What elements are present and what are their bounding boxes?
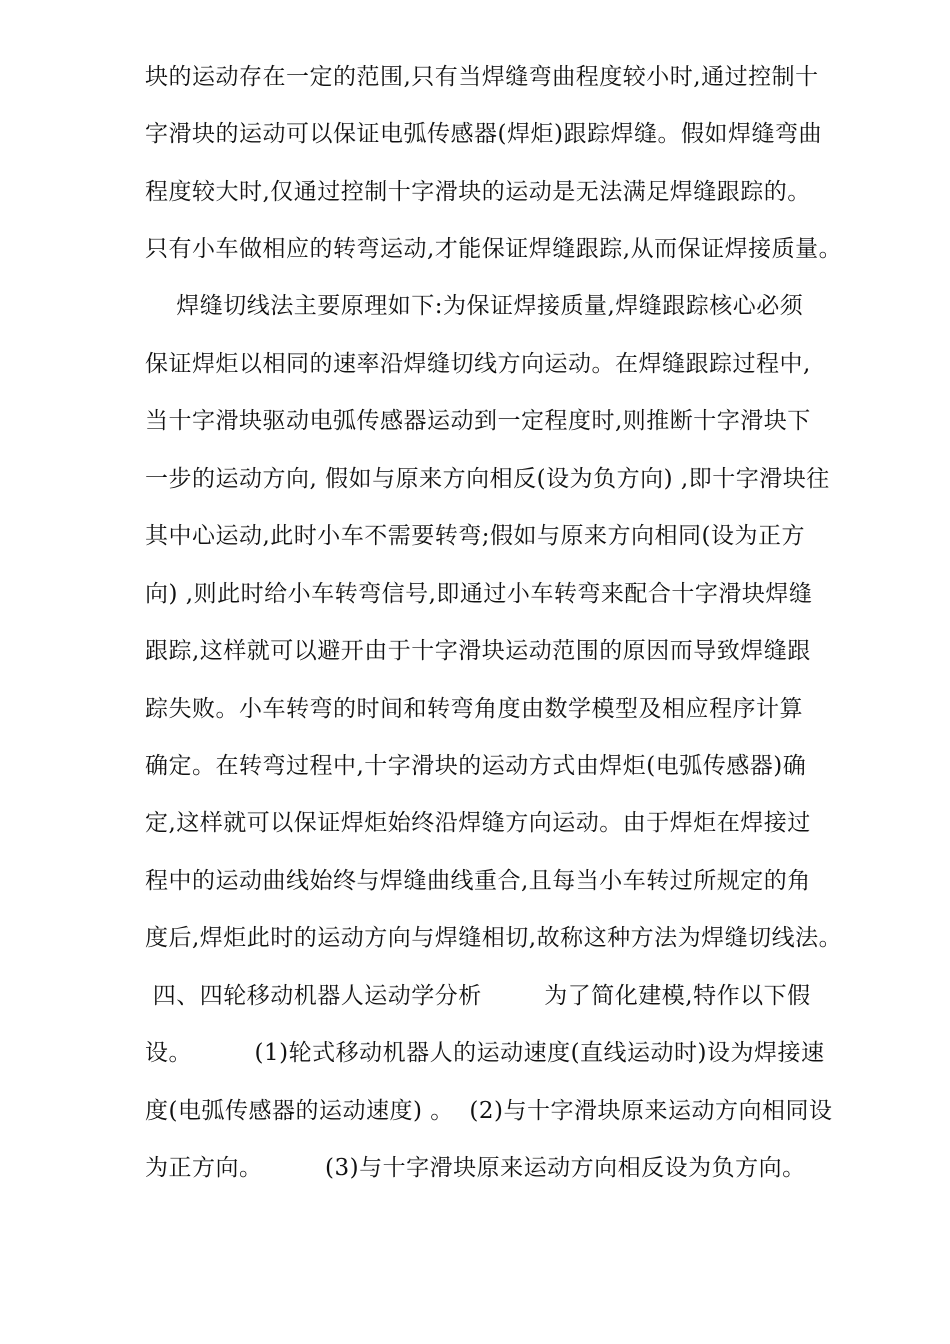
section-heading-line: 四、四轮移动机器人运动学分析 为了简化建模,特作以下假 (145, 983, 811, 1009)
text-line: 度后,焊炬此时的运动方向与焊缝相切,故称这种方法为焊缝切线法。 (145, 925, 843, 951)
text-line: 确定。在转弯过程中,十字滑块的运动方式由焊炬(电弧传感器)确 (145, 753, 807, 779)
text-line: 程度较大时,仅通过控制十字滑块的运动是无法满足焊缝跟踪的。 (145, 179, 811, 205)
text-line: 度(电弧传感器的运动速度) 。 (2)与十字滑块原来运动方向相同设 (145, 1098, 833, 1124)
text-line: 一步的运动方向, 假如与原来方向相反(设为负方向) ,即十字滑块往 (145, 466, 830, 492)
text-line: 字滑块的运动可以保证电弧传感器(焊炬)跟踪焊缝。假如焊缝弯曲 (145, 121, 822, 147)
text-line: 踪失败。小车转弯的时间和转弯角度由数学模型及相应程序计算 (145, 696, 803, 722)
text-line: 保证焊炬以相同的速率沿焊缝切线方向运动。在焊缝跟踪过程中, (145, 351, 811, 377)
paragraph-start-line: 焊缝切线法主要原理如下:为保证焊接质量,焊缝跟踪核心必须 (145, 293, 804, 319)
text-line: 块的运动存在一定的范围,只有当焊缝弯曲程度较小时,通过控制十 (145, 64, 819, 90)
text-line: 当十字滑块驱动电弧传感器运动到一定程度时,则推断十字滑块下 (145, 408, 811, 434)
text-line: 定,这样就可以保证焊炬始终沿焊缝方向运动。由于焊炬在焊接过 (145, 810, 811, 836)
text-line: 设。 (1)轮式移动机器人的运动速度(直线运动时)设为焊接速 (145, 1040, 825, 1066)
text-line: 为正方向。 (3)与十字滑块原来运动方向相反设为负方向。 (145, 1155, 806, 1181)
text-line: 向) ,则此时给小车转弯信号,即通过小车转弯来配合十字滑块焊缝 (145, 581, 813, 607)
text-line: 跟踪,这样就可以避开由于十字滑块运动范围的原因而导致焊缝跟 (145, 638, 811, 664)
text-line: 其中心运动,此时小车不需要转弯;假如与原来方向相同(设为正方 (145, 523, 806, 549)
text-line: 只有小车做相应的转弯运动,才能保证焊缝跟踪,从而保证焊接质量。 (145, 236, 843, 262)
text-line: 程中的运动曲线始终与焊缝曲线重合,且每当小车转过所规定的角 (145, 868, 811, 894)
